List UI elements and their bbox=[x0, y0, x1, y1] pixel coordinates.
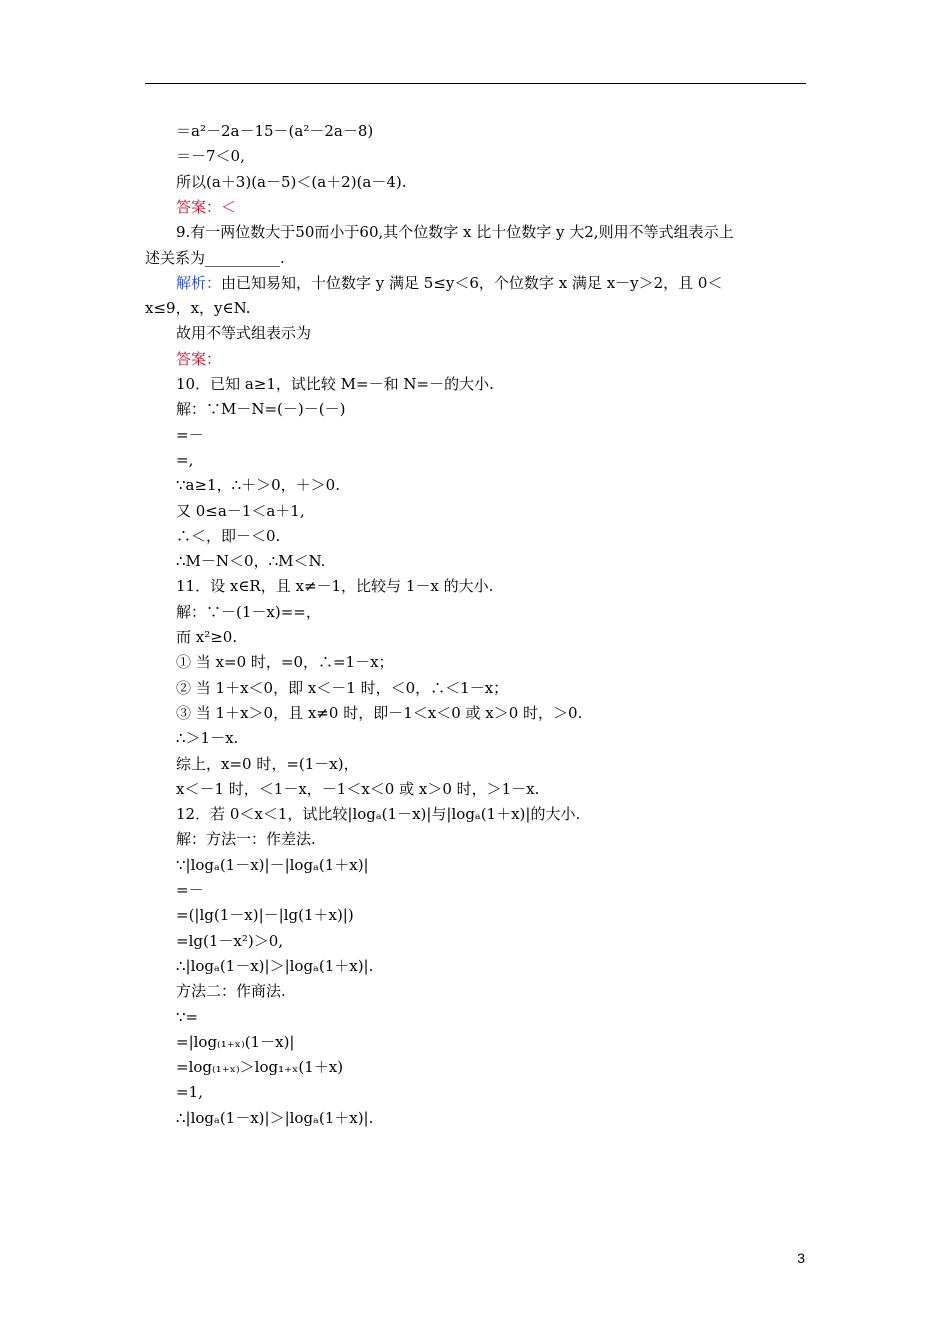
text-line bbox=[176, 601, 321, 623]
text-line bbox=[176, 677, 508, 699]
line-text: =1, bbox=[176, 1083, 203, 1102]
line-text: 方法二：作商法. bbox=[176, 982, 286, 1001]
line-text: ∴|logₐ(1－x)|＞|logₐ(1＋x)|. bbox=[176, 1108, 374, 1127]
text-line bbox=[176, 727, 238, 749]
text-line bbox=[176, 348, 221, 370]
line-text: 12．若 0＜x＜1，试比较|logₐ(1－x)|与|logₐ(1＋x)|的大小. bbox=[176, 805, 581, 824]
line-text: ∴|logₐ(1－x)|＞|logₐ(1＋x)|. bbox=[176, 956, 374, 975]
line-text: x≤9，x，y∈N. bbox=[145, 299, 251, 318]
line-text: ∴M－N＜0，∴M＜N. bbox=[176, 552, 326, 571]
text-line bbox=[176, 854, 369, 876]
text-line bbox=[176, 500, 305, 522]
text-line bbox=[176, 398, 345, 420]
text-line bbox=[176, 828, 316, 850]
page-number: 3 bbox=[797, 1250, 805, 1266]
line-text: 解：∵M－N=(－)－(－) bbox=[176, 400, 346, 419]
text-line bbox=[176, 550, 325, 572]
line-text: =, bbox=[176, 450, 194, 469]
line-text: ① 当 x=0 时，=0，∴=1－x； bbox=[176, 653, 394, 672]
line-text: 11．设 x∈R，且 x≠－1，比较与 1－x 的大小. bbox=[176, 577, 494, 596]
line-text: ∵a≥1，∴＋＞0，＋＞0. bbox=[176, 476, 340, 495]
header-rule bbox=[145, 83, 806, 84]
line-label: 答案： bbox=[176, 349, 222, 368]
text-line bbox=[176, 474, 340, 496]
line-text: ∵|logₐ(1－x)|－|logₐ(1＋x)| bbox=[176, 855, 369, 874]
line-text: =－ bbox=[176, 425, 204, 444]
text-line bbox=[176, 651, 394, 673]
text-line bbox=[176, 1031, 294, 1053]
text-line bbox=[176, 272, 722, 294]
line-text: ∴＜，即－＜0. bbox=[176, 526, 281, 545]
line-text: 9.有一两位数大于50而小于60,其个位数字 x 比十位数字 y 大2,则用不等式组表示上 bbox=[176, 223, 734, 242]
text-line bbox=[176, 1006, 198, 1028]
text-line bbox=[176, 879, 204, 901]
line-text: =log₍₁₊ₓ₎＞log₁₊ₓ(1＋x) bbox=[176, 1058, 344, 1077]
line-text: =－ bbox=[176, 881, 204, 899]
text-line bbox=[176, 196, 236, 218]
text-line bbox=[176, 575, 493, 597]
text-line bbox=[176, 803, 580, 825]
line-text: x＜－1 时，＜1－x，－1＜x＜0 或 x＞0 时，＞1－x. bbox=[176, 779, 540, 798]
text-line bbox=[176, 930, 283, 952]
line-text: ② 当 1＋x＜0，即 x＜－1 时，＜0，∴＜1－x； bbox=[176, 678, 509, 697]
line-text: 10．已知 a≥1，试比较 M=－和 N=－的大小. bbox=[176, 375, 494, 393]
line-text: =lg(1－x²)＞0, bbox=[176, 931, 283, 950]
line-text: 故用不等式组表示为 bbox=[176, 324, 312, 343]
line-text: =|log₍₁₊ₓ₎(1－x)| bbox=[176, 1032, 295, 1051]
line-text: 综上，x=0 时，=(1－x)， bbox=[176, 754, 359, 773]
text-line bbox=[176, 626, 237, 648]
line-text: ＜ bbox=[221, 197, 237, 216]
text-line bbox=[176, 424, 204, 446]
text-line bbox=[145, 297, 251, 319]
text-line bbox=[176, 373, 494, 395]
line-label: 解析： bbox=[176, 273, 222, 292]
text-line bbox=[176, 778, 539, 800]
text-line bbox=[176, 221, 734, 243]
line-text: ＝a²－2a－15－(a²－2a－8) bbox=[176, 122, 374, 140]
text-line bbox=[176, 145, 245, 167]
text-line bbox=[176, 449, 193, 471]
text-line bbox=[176, 980, 286, 1002]
text-line bbox=[176, 525, 280, 547]
text-line bbox=[176, 1056, 343, 1078]
line-text: ③ 当 1＋x＞0，且 x≠0 时，即－1＜x＜0 或 x＞0 时，＞0. bbox=[176, 703, 583, 722]
line-text: 所以(a＋3)(a－5)＜(a＋2)(a－4). bbox=[176, 172, 407, 191]
line-text: ＝－7＜0, bbox=[176, 147, 245, 166]
line-text: 解：∵－(1－x)==， bbox=[176, 602, 321, 621]
line-label: 答案： bbox=[176, 197, 222, 216]
text-line bbox=[176, 120, 373, 142]
line-text: 述关系为__________. bbox=[145, 248, 285, 267]
text-line bbox=[176, 322, 311, 344]
text-line bbox=[176, 955, 373, 977]
text-line bbox=[176, 171, 407, 193]
text-line bbox=[176, 753, 359, 775]
text-line bbox=[176, 904, 354, 926]
text-line bbox=[176, 702, 582, 724]
text-line bbox=[145, 247, 285, 269]
line-text: ∴＞1－x. bbox=[176, 729, 239, 748]
line-text: 又 0≤a－1＜a＋1, bbox=[176, 501, 305, 520]
text-line bbox=[176, 1081, 203, 1103]
line-text: ∵= bbox=[176, 1007, 199, 1026]
text-line bbox=[176, 1107, 373, 1129]
line-text: =(|lg(1－x)|－|lg(1＋x)|) bbox=[176, 906, 354, 925]
line-text: 而 x²≥0. bbox=[176, 628, 238, 646]
line-text: 解：方法一：作差法. bbox=[176, 830, 316, 849]
line-text: 由已知易知，十位数字 y 满足 5≤y＜6，个位数字 x 满足 x－y＞2，且 0＜ bbox=[221, 273, 723, 292]
